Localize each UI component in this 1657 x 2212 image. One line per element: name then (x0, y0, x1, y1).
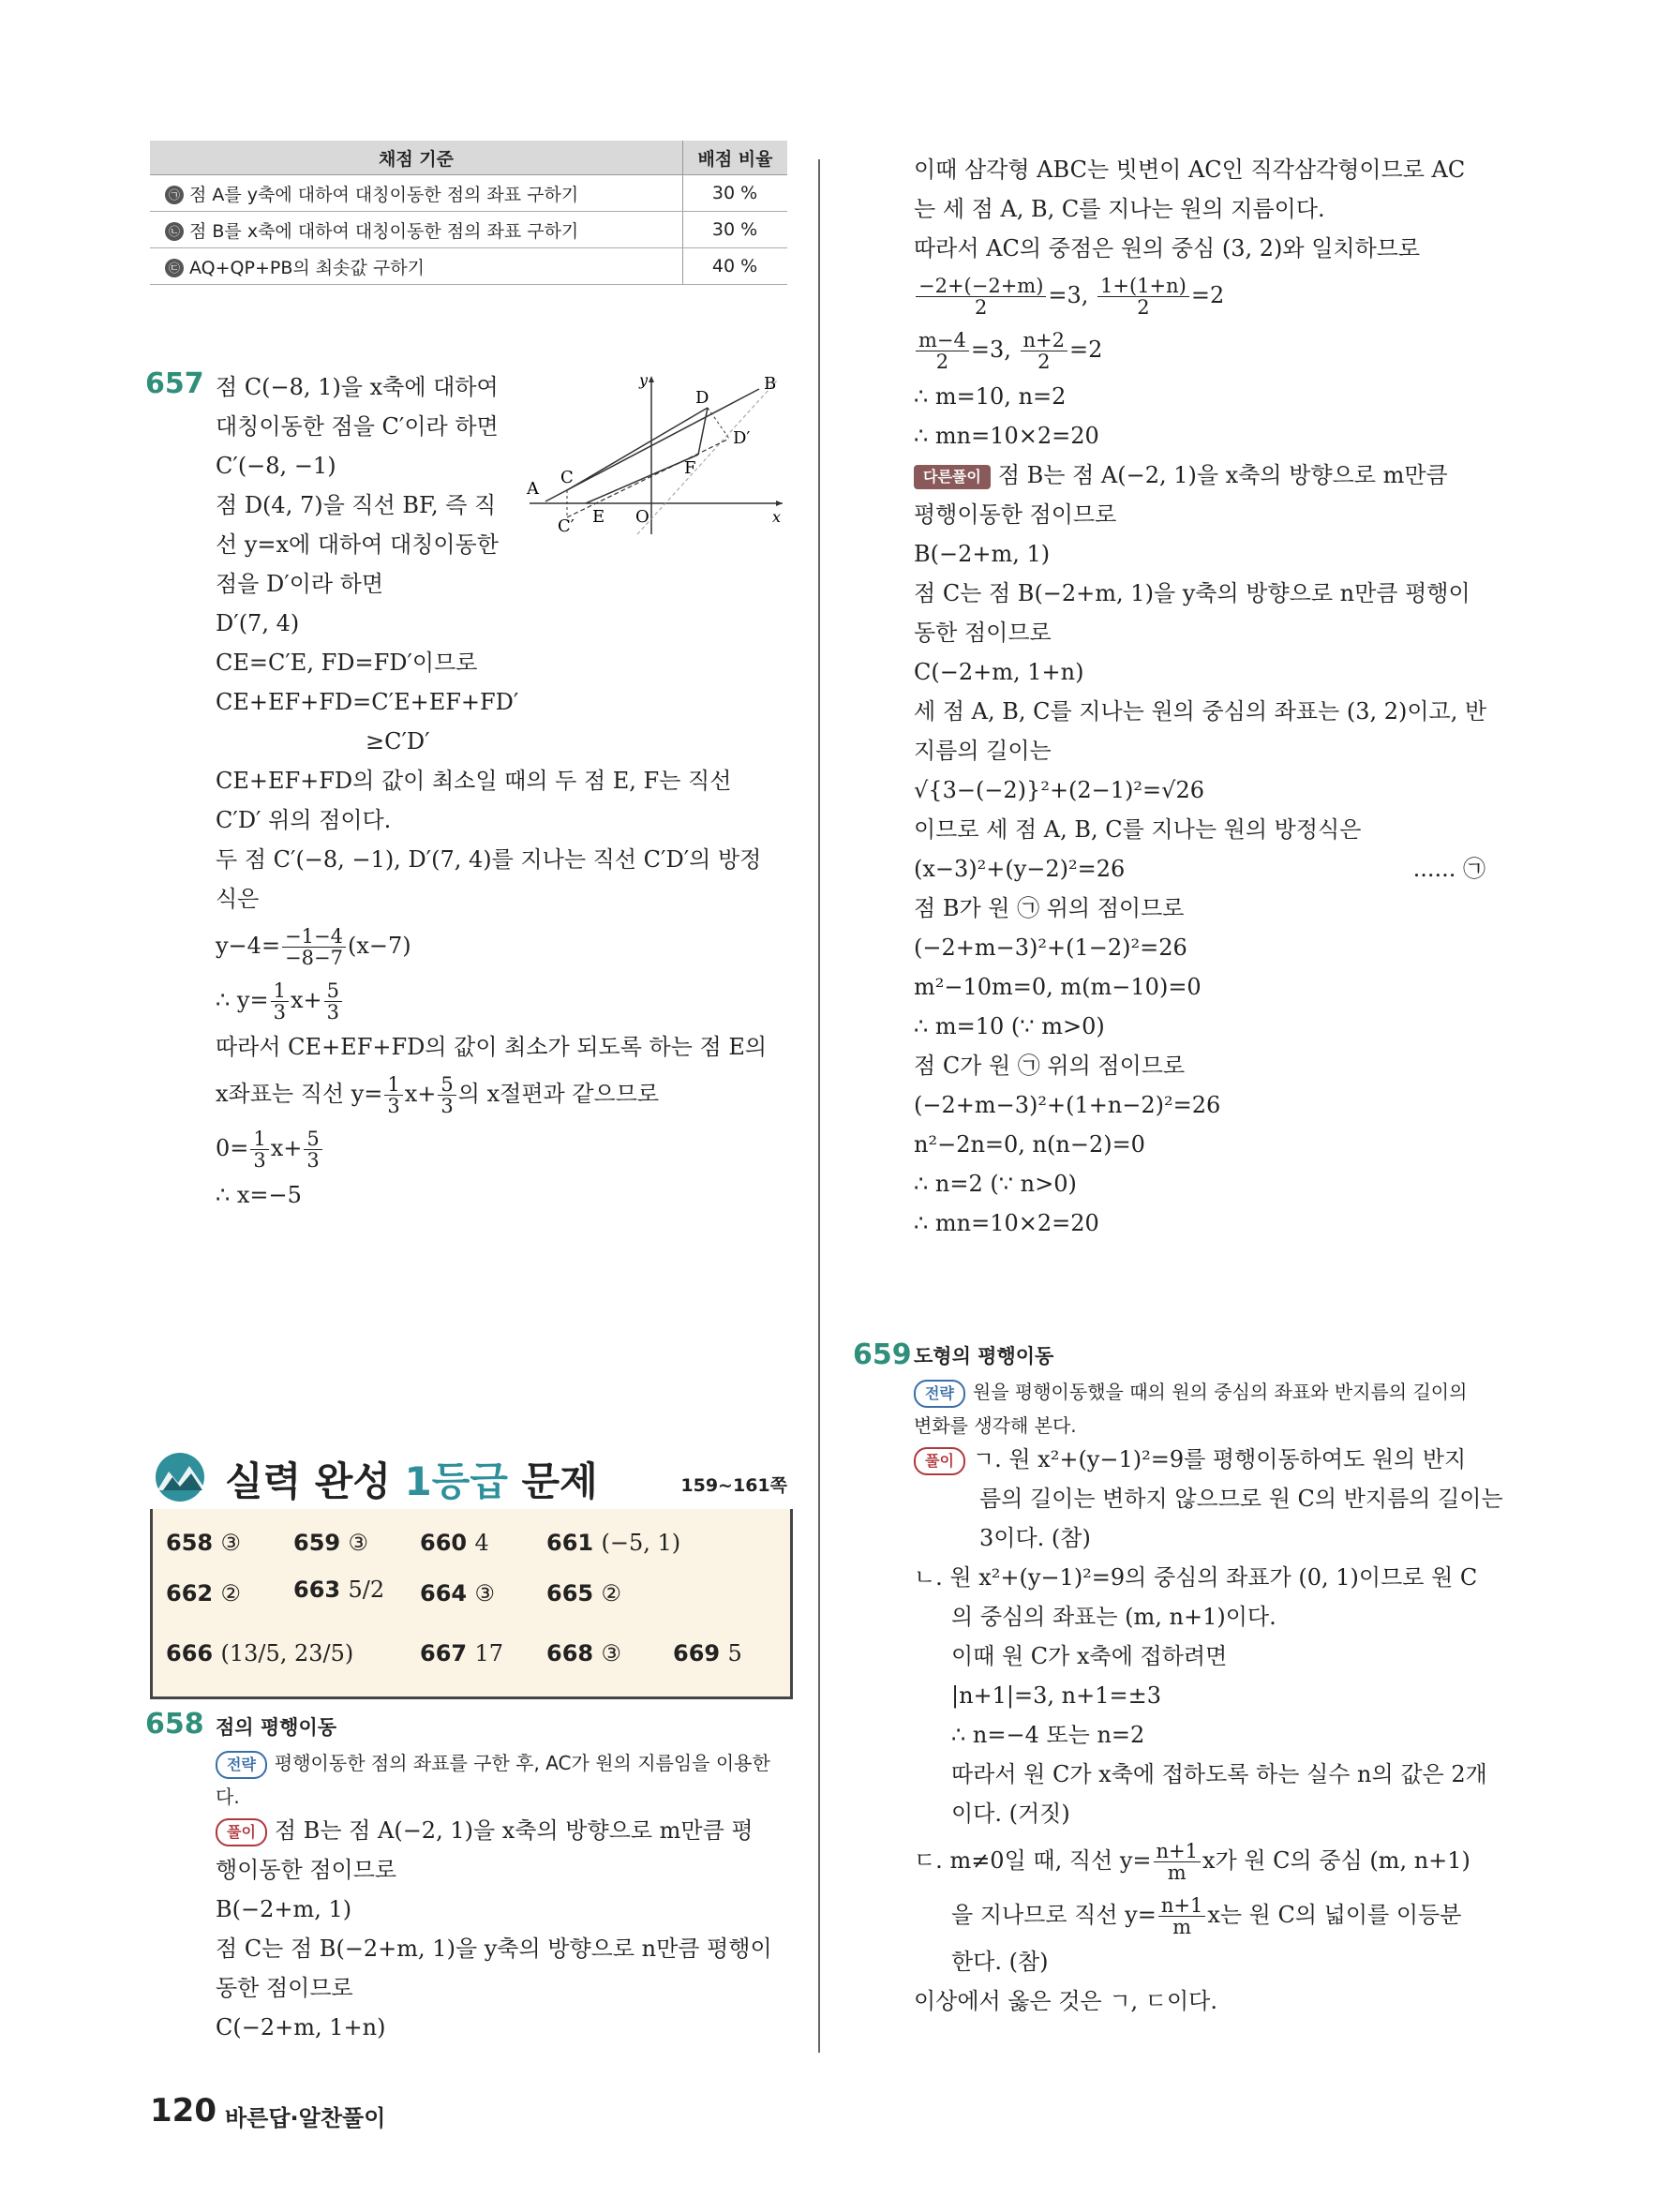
answer-number: 666 (166, 1640, 214, 1666)
text-line: 대칭이동한 점을 C′이라 하면 (216, 413, 499, 440)
fraction (1097, 276, 1189, 318)
problem-title: 점의 평행이동 (216, 1716, 337, 1739)
text-line: (−2+m−3)²+(1−2)²=26 (914, 934, 1187, 961)
table-row (150, 212, 787, 248)
answer-value: 5 (727, 1640, 742, 1666)
banner-logo-icon (150, 1449, 216, 1505)
eq-part: x는 원 C의 넓이를 이등분 (1207, 1902, 1462, 1928)
label-O: O (635, 507, 649, 527)
fraction (438, 1074, 455, 1116)
text-line: 동한 점이므로 (216, 1975, 353, 2001)
numerator: n+1 (1158, 1895, 1205, 1917)
strategy-line: 변화를 생각해 본다. (914, 1414, 1077, 1437)
solution-line (216, 1811, 797, 1850)
label-y: y (639, 371, 649, 389)
eq-part: =2 (1190, 282, 1225, 308)
fraction (324, 980, 342, 1023)
answer-value: 5/2 (348, 1577, 385, 1603)
text-line: 한다. (참) (951, 1949, 1049, 1975)
answer-658 (166, 1530, 241, 1556)
scoring-table (150, 141, 787, 285)
text-line: 점 C가 원 ㉠ 위의 점이므로 (914, 1053, 1186, 1079)
text-line: m²−10m=0, m(m−10)=0 (914, 974, 1202, 1000)
answer-664 (420, 1580, 495, 1607)
denominator: 3 (273, 1001, 286, 1024)
denominator: 2 (975, 296, 988, 319)
label-B: B (764, 374, 777, 394)
solution-tag: 풀이 (216, 1818, 267, 1846)
score-criterion: 점 A를 y축에 대하여 대칭이동한 점의 좌표 구하기 (189, 184, 579, 205)
answer-662 (166, 1580, 241, 1607)
label-A: A (527, 479, 539, 499)
section-banner (150, 1443, 787, 1509)
text-line: 식은 (216, 886, 260, 912)
score-criterion: AQ+QP+PB의 최솟값 구하기 (189, 257, 425, 278)
strategy-text: 평행이동한 점의 좌표를 구한 후, AC가 원의 지름임을 이용한 (274, 1752, 770, 1774)
denominator: 3 (326, 1001, 339, 1024)
text-line: ∴ m=10, n=2 (914, 383, 1067, 410)
answer-box (150, 1509, 793, 1699)
answer-663 (293, 1577, 384, 1603)
eq-part: ∴ y= (216, 987, 269, 1013)
strategy-tag: 전략 (914, 1380, 965, 1408)
fraction (1154, 1841, 1201, 1883)
fraction (304, 1128, 321, 1171)
answer-value: ③ (348, 1530, 368, 1556)
text-line: C(−2+m, 1+n) (216, 2014, 386, 2040)
text-line: 따라서 CE+EF+FD의 값이 최소가 되도록 하는 점 E의 (216, 1034, 768, 1060)
denominator: 2 (935, 351, 949, 373)
denominator: m (1172, 1916, 1192, 1938)
answer-value: 4 (474, 1530, 489, 1556)
text-line: ㄴ. 원 x²+(y−1)²=9의 중심의 좌표가 (0, 1)이므로 원 C (914, 1564, 1478, 1591)
text-line: (−2+m−3)²+(1+n−2)²=26 (914, 1092, 1221, 1118)
answer-665 (546, 1580, 621, 1607)
text-line: 점 C는 점 B(−2+m, 1)을 y축의 방향으로 n만큼 평행이 (914, 580, 1470, 606)
eq-part: ㄷ. m≠0일 때, 직선 y= (914, 1847, 1152, 1874)
eq-part: =3, (1048, 282, 1097, 308)
step-mark: ㉢ (165, 259, 184, 277)
text-line: 선 y=x에 대하여 대칭이동한 (216, 531, 499, 558)
answer-value: 17 (474, 1640, 504, 1666)
answer-668 (546, 1640, 621, 1666)
eq-part: x+ (404, 1081, 437, 1107)
score-ratio: 30 % (683, 175, 788, 212)
answer-number: 665 (546, 1580, 594, 1607)
problem-title: 도형의 평행이동 (914, 1345, 1054, 1368)
fraction (916, 330, 969, 372)
strategy-line: 다. (216, 1786, 240, 1808)
banner-title-highlight: 1등급 (404, 1458, 508, 1504)
answer-number: 658 (166, 1530, 214, 1556)
eq-part: x+ (270, 1135, 303, 1161)
text-line: 점을 D′이라 하면 (216, 571, 384, 597)
denominator: 3 (253, 1149, 266, 1172)
numerator: 1+(1+n) (1097, 276, 1189, 297)
answer-660 (420, 1530, 489, 1556)
text-line: 의 중심의 좌표는 (m, n+1)이다. (951, 1604, 1276, 1630)
text-line: 3이다. (참) (979, 1525, 1091, 1551)
equation-line (914, 1888, 1504, 1942)
answer-number: 664 (420, 1580, 468, 1607)
text-line: CE=C′E, FD=FD′이므로 (216, 650, 478, 676)
answer-value: ② (220, 1580, 241, 1607)
solution-tag: 풀이 (914, 1447, 965, 1475)
eq-part: x가 원 C의 중심 (m, n+1) (1202, 1847, 1470, 1874)
segment-FD (698, 408, 708, 455)
score-header-ratio: 배점 비율 (683, 141, 788, 175)
text-line: ∴ x=−5 (216, 1182, 302, 1208)
answer-value: ③ (474, 1580, 495, 1607)
text-line: ≥C′D′ (366, 728, 430, 755)
text-line: CE+EF+FD=C′E+EF+FD′ (216, 689, 519, 715)
table-row (150, 248, 787, 285)
text-line: 점 D(4, 7)을 직선 BF, 즉 직 (216, 492, 497, 518)
page-number: 120 (150, 2092, 216, 2130)
segment-DDp (708, 408, 729, 439)
text-line: 동한 점이므로 (914, 620, 1052, 646)
equation-line (914, 849, 1485, 889)
eq-part: =3, (970, 336, 1019, 363)
answer-number: 669 (673, 1640, 721, 1666)
text-line: C′D′ 위의 점이다. (216, 807, 392, 833)
answer-number: 663 (293, 1577, 341, 1603)
problem-number-657: 657 (145, 367, 204, 400)
equation-line (914, 322, 1504, 377)
answer-666 (166, 1640, 353, 1666)
fraction (1021, 330, 1067, 372)
eq-part: x+ (290, 987, 322, 1013)
step-mark: ㉡ (165, 222, 184, 241)
text-line: 평행이동한 점이므로 (914, 501, 1117, 528)
text-line: 행이동한 점이므로 (216, 1857, 397, 1883)
denominator: 3 (387, 1095, 400, 1117)
equation-line (216, 973, 787, 1027)
text-line: 따라서 AC의 중점은 원의 중심 (3, 2)와 일치하므로 (914, 235, 1421, 262)
answer-value: ③ (601, 1640, 621, 1666)
alt-solution-line (914, 456, 1504, 495)
text-line: CE+EF+FD의 값이 최소일 때의 두 점 E, F는 직선 (216, 768, 732, 794)
strategy-tag: 전략 (216, 1751, 267, 1779)
text-line: |n+1|=3, n+1=±3 (951, 1682, 1161, 1709)
label-Dp: D′ (733, 428, 751, 448)
fraction (1158, 1895, 1205, 1937)
denominator: 2 (1037, 351, 1051, 373)
text-line: 이므로 세 점 A, B, C를 지나는 원의 방정식은 (914, 816, 1362, 843)
table-row (150, 175, 787, 212)
text-line: C(−2+m, 1+n) (914, 659, 1084, 685)
text-line: ∴ n=2 (∵ n>0) (914, 1171, 1077, 1197)
banner-pages: 159~161쪽 (680, 1475, 787, 1496)
text-line: 점 B가 원 ㉠ 위의 점이므로 (914, 895, 1185, 921)
banner-title (225, 1451, 598, 1507)
text-line: √{3−(−2)}²+(2−1)²=√26 (914, 777, 1204, 803)
fraction (282, 926, 346, 968)
left-column (150, 141, 787, 285)
text-line: n²−2n=0, n(n−2)=0 (914, 1131, 1145, 1158)
text-line: ∴ mn=10×2=20 (914, 423, 1099, 449)
text-line: 이때 삼각형 ABC는 빗변이 AC인 직각삼각형이므로 AC (914, 157, 1466, 183)
text-line: 이상에서 옳은 것은 ㄱ, ㄷ이다. (914, 1988, 1217, 2014)
numerator: −2+(−2+m) (916, 276, 1046, 297)
answer-661 (546, 1530, 680, 1556)
text-line: ∴ m=10 (∵ m>0) (914, 1013, 1105, 1039)
eq-part: 0= (216, 1135, 249, 1161)
score-criterion: 점 B를 x축에 대하여 대칭이동한 점의 좌표 구하기 (189, 220, 579, 242)
answer-number: 662 (166, 1580, 214, 1607)
score-ratio: 30 % (683, 212, 788, 248)
eq-part: x좌표는 직선 y= (216, 1081, 383, 1107)
denominator: m (1167, 1861, 1187, 1884)
numerator: 1 (271, 980, 289, 1002)
denominator: 3 (306, 1149, 320, 1172)
answer-value: (13/5, 23/5) (220, 1640, 354, 1666)
fraction (916, 276, 1046, 318)
solution-line (914, 1440, 1504, 1479)
numerator: n+1 (1154, 1841, 1201, 1862)
text-line: ∴ n=−4 또는 n=2 (951, 1722, 1145, 1748)
answer-number: 668 (546, 1640, 594, 1666)
denominator: −8−7 (285, 947, 343, 969)
circle-equation: (x−3)²+(y−2)²=26 (914, 856, 1126, 882)
numerator: n+2 (1021, 330, 1067, 351)
numerator: 1 (384, 1074, 402, 1096)
answer-667 (420, 1640, 503, 1666)
geometry-figure (525, 370, 787, 539)
eq-part: =2 (1069, 336, 1103, 363)
equation-line (914, 1833, 1504, 1888)
text-line: 점 B는 점 A(−2, 1)을 x축의 방향으로 m만큼 (997, 462, 1448, 488)
text-line: D′(7, 4) (216, 610, 300, 636)
denominator: 2 (1137, 296, 1150, 319)
footer-title: 바른답·알찬풀이 (225, 2105, 386, 2131)
answer-number: 659 (293, 1530, 341, 1556)
fraction (250, 1128, 268, 1171)
label-E: E (592, 507, 605, 527)
text-line: 따라서 원 C가 x축에 접하도록 하는 실수 n의 값은 2개 (951, 1761, 1487, 1787)
y-axis-arrow (649, 376, 654, 382)
strategy-line (914, 1372, 1504, 1412)
problem-number-659: 659 (853, 1338, 912, 1371)
equation-line (914, 268, 1504, 322)
label-D: D (695, 388, 709, 408)
text-line: ㄱ. 원 x²+(y−1)²=9를 평행이동하여도 원의 반지 (972, 1446, 1467, 1472)
text-line: 점 C(−8, 1)을 x축에 대하여 (216, 374, 499, 400)
problem-658 (216, 1711, 797, 2047)
text-line: C′(−8, −1) (216, 453, 336, 479)
alt-solution-tag: 다른풀이 (914, 465, 991, 489)
answer-number: 660 (420, 1530, 468, 1556)
segment-EF (586, 455, 698, 503)
numerator: −1−4 (282, 926, 346, 948)
numerator: 5 (324, 980, 342, 1002)
text-line: 이다. (거짓) (951, 1801, 1070, 1827)
score-header-criteria: 채점 기준 (150, 141, 683, 175)
text-line: 두 점 C′(−8, −1), D′(7, 4)를 지나는 직선 C′D′의 방정 (216, 846, 762, 873)
strategy-text: 원을 평행이동했을 때의 원의 중심의 좌표와 반지름의 길이의 (972, 1381, 1468, 1403)
answer-659 (293, 1530, 368, 1556)
text-line: B(−2+m, 1) (216, 1896, 352, 1922)
label-Cp: C′ (558, 516, 575, 536)
eq-part: 의 x절편과 같으므로 (457, 1081, 660, 1107)
answer-value: (−5, 1) (601, 1530, 681, 1556)
text-line: 름의 길이는 변하지 않으므로 원 C의 반지름의 길이는 (979, 1486, 1503, 1512)
label-C: C (560, 468, 574, 487)
answer-669 (673, 1640, 742, 1666)
fraction (271, 980, 289, 1023)
eq-part: y−4= (216, 933, 281, 959)
text-line: 는 세 점 A, B, C를 지나는 원의 지름이다. (914, 196, 1325, 222)
equation-line (216, 919, 787, 973)
numerator: 5 (438, 1074, 455, 1096)
right-column (914, 150, 1504, 1243)
answer-number: 667 (420, 1640, 468, 1666)
fraction (384, 1074, 402, 1116)
answer-value: ③ (220, 1530, 241, 1556)
label-F: F (684, 458, 696, 478)
numerator: 5 (304, 1128, 321, 1150)
banner-title-part: 실력 완성 (225, 1458, 405, 1504)
banner-title-part: 문제 (507, 1458, 598, 1504)
denominator: 3 (440, 1095, 454, 1117)
numerator: m−4 (916, 330, 969, 351)
answer-value: ② (601, 1580, 621, 1607)
eq-part: (x−7) (347, 933, 411, 959)
text-line: B(−2+m, 1) (914, 541, 1051, 567)
text-line: 이때 원 C가 x축에 접하려면 (951, 1643, 1228, 1669)
text-line: ∴ mn=10×2=20 (914, 1210, 1099, 1236)
equation-line (216, 1121, 787, 1175)
answer-number: 661 (546, 1530, 594, 1556)
eq-part: 을 지나므로 직선 y= (951, 1902, 1157, 1928)
text-line: 점 B는 점 A(−2, 1)을 x축의 방향으로 m만큼 평 (274, 1817, 754, 1844)
text-line: 지름의 길이는 (914, 738, 1052, 764)
strategy-line (216, 1743, 797, 1783)
text-line: 점 C는 점 B(−2+m, 1)을 y축의 방향으로 n만큼 평행이 (216, 1936, 772, 1962)
problem-659 (914, 1340, 1504, 2021)
step-mark: ㉠ (165, 186, 184, 204)
equation-mark: ...... ㉠ (1412, 856, 1485, 882)
text-line: 세 점 A, B, C를 지나는 원의 중심의 좌표는 (3, 2)이고, 반 (914, 698, 1487, 725)
column-divider (818, 159, 820, 2053)
label-x: x (772, 508, 782, 526)
problem-number-658: 658 (145, 1708, 204, 1741)
equation-line (216, 1067, 787, 1121)
x-axis-arrow (776, 501, 783, 506)
score-ratio: 40 % (683, 248, 788, 285)
numerator: 1 (250, 1128, 268, 1150)
